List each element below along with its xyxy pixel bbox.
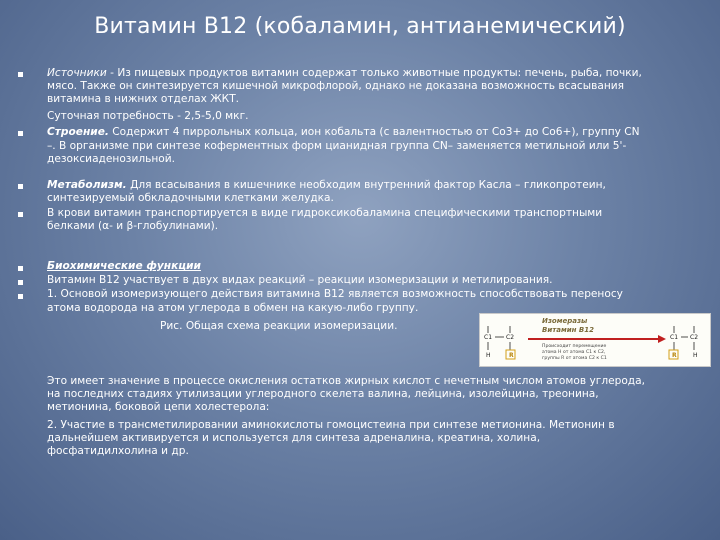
bullet-icon [18,294,23,299]
metabolism-line-1: Метаболизм. Для всасывания в кишечнике необходим внутренний фактор Касла – гликопротеин, [47,179,606,191]
bullet-icon [18,131,23,136]
bullet-icon [18,280,23,285]
methylation-line-3: фосфатидилхолина и др. [47,445,189,457]
fig-right-c2: C2 [690,334,699,341]
sources-line-3: витамина в нижних отделах ЖКТ. [47,93,240,105]
fig-right-c1: C1 [670,334,679,341]
bullet-icon [18,266,23,271]
isomerization-line-1: 1. Основой изомеризующего действия витамина В12 является возможность способствовать переносу [47,288,623,300]
daily-need: Суточная потребность - 2,5-5,0 мкг. [47,110,249,122]
fig-vitamin-label: Витамин В12 [542,326,594,334]
structure-line-3: дезоксиаденозильной. [47,153,175,165]
fig-note-2: атома H от атома C1 к C2, [542,350,606,355]
significance-line-1: Это имеет значение в процессе окисления остатков жирных кислот с нечетным числом атомов углерода, [47,375,645,387]
structure-line-2: –. В организме при синтезе коферментных форм цианидная группа CN– заменяется метильной или 5'- [47,140,627,152]
sources-line-1: Источники - Из пищевых продуктов витамин содержат только животные продукты: печень, рыба, почки, [47,67,642,79]
figure-caption: Рис. Общая схема реакции изомеризации. [160,320,398,332]
fig-right-h: H [693,352,698,359]
transport-line-2: белками (α- и β-глобулинами). [47,220,219,232]
methylation-line-1: 2. Участие в трансметилировании аминокислоты гомоцистеина при синтезе метионина. Метионин в [47,419,615,431]
bullet-icon [18,72,23,77]
bullet-icon [18,212,23,217]
significance-line-2: на последних стадиях утилизации углеродного скелета валина, лейцина, изолейцина, треонина, [47,388,599,400]
fig-left-c1: C1 [484,334,493,341]
fig-note-3: группы R от атома C2 к C1 [542,356,607,361]
reaction-forms: Витамин В12 участвует в двух видах реакций – реакции изомеризации и метилирования. [47,274,553,286]
transport-line-1: В крови витамин транспортируется в виде гидроксикобаламина специфическими транспортными [47,207,603,219]
biochem-heading: Биохимические функции [47,260,201,272]
fig-left-h: H [486,352,491,359]
methylation-line-2: дальнейшем активируется и используется для синтеза адреналина, креатина, холина, [47,432,541,444]
structure-line-1: Строение. Содержит 4 пиррольных кольца, ион кобальта (с валентностью от Co3+ до Co6+), группу CN [47,126,640,138]
isomerization-scheme-figure [479,313,711,367]
fig-left-r: R [509,352,514,359]
fig-enzyme-label: Изомеразы [542,317,588,325]
bullet-icon [18,184,23,189]
metabolism-label: Метаболизм. [47,179,127,191]
fig-note-1: Происходит перемещение [542,344,607,349]
significance-line-3: метионина, боковой цепи холестерола: [47,401,270,413]
fig-left-c2: C2 [506,334,515,341]
sources-line-2: мясо. Также он синтезируется кишечной микрофлорой, однако не доказана возможность всасывания [47,80,625,92]
isomerization-line-2: атома водорода на атом углерода в обмен на какую-либо группу. [47,302,419,314]
metabolism-line-2: синтезируемый обкладочными клетками желудка. [47,192,334,204]
slide-title: Витамин В12 (кобаламин, антианемический) [94,14,626,39]
fig-right-r: R [672,352,677,359]
sources-label: Источники [47,67,107,79]
structure-label: Строение. [47,126,109,138]
